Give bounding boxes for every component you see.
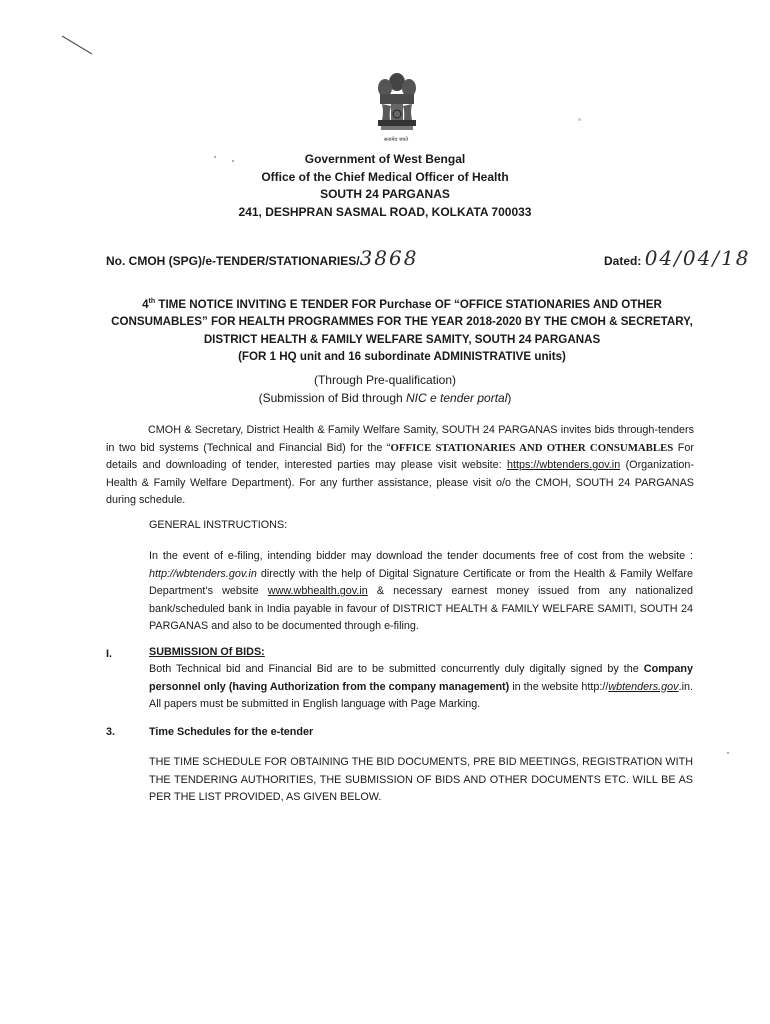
general-instructions-heading: GENERAL INSTRUCTIONS:	[149, 519, 288, 531]
general-text-3: & necessary earnest money issued from any nationalized bank/scheduled bank in India payable in favour of DISTRICT HEALTH & FAMILY WELFARE SAMITI, SOUTH 24 PARGANAS and also to be documented through e-filing.	[149, 585, 693, 633]
subtitle-close: )	[507, 390, 512, 405]
scan-speck	[232, 160, 234, 162]
section-1-text-2: in the website http://	[509, 680, 609, 693]
title-ordinal: 4	[142, 297, 149, 311]
intro-paragraph	[106, 422, 694, 510]
title-line-4: (FOR 1 HQ unit and 16 subordinate ADMINISTRATIVE units)	[238, 350, 566, 364]
subtitle-line-2	[0, 390, 770, 408]
section-1-paragraph	[149, 661, 693, 714]
reference-number	[106, 246, 418, 270]
government-line: Government of West Bengal	[304, 152, 466, 166]
scan-mark	[60, 34, 94, 56]
office-line: Office of the Chief Medical Officer of Health	[261, 169, 509, 184]
portal-name: NIC e tender portal	[406, 390, 508, 405]
title-ordinal-suffix: th	[148, 298, 156, 305]
handwritten-number: 3868	[359, 246, 419, 270]
general-text-2: directly with the help of Digital Signature Certificate or from the Health & Family Welfare Department’s website	[149, 567, 693, 598]
notice-subtitle	[0, 372, 770, 407]
district-line: SOUTH 24 PARGANAS	[320, 187, 450, 201]
section-1-heading	[149, 646, 265, 658]
section-1-heading-text: SUBMISSION Of BIDS:	[149, 646, 265, 658]
date-block	[604, 246, 751, 270]
handwritten-date: 04/04/18	[644, 246, 751, 270]
reference-label: No. CMOH (SPG)/e-TENDER/STATIONARIES/	[106, 254, 360, 268]
scan-speck	[578, 118, 581, 121]
title-line-2: CONSUMABLES” FOR HEALTH PROGRAMMES FOR THE YEAR 2018-2020 BY THE CMOH & SECRETARY,	[111, 315, 693, 329]
section-1-number: I.	[106, 648, 112, 660]
scan-speck	[727, 752, 729, 754]
scan-speck	[214, 156, 216, 158]
address-line: 241, DESHPRAN SASMAL ROAD, KOLKATA 700033	[238, 204, 532, 219]
dated-label: Dated:	[604, 254, 642, 268]
section-1-link[interactable]: wbtenders.gov	[608, 680, 679, 693]
subtitle-line-1: (Through Pre-qualification)	[313, 373, 457, 387]
title-line-3: DISTRICT HEALTH & FAMILY WELFARE SAMITY, SOUTH 24 PARGANAS	[203, 332, 601, 346]
wbtenders-link[interactable]: https://wbtenders.gov.in	[506, 459, 621, 472]
section-1-text-1: Both Technical bid and Financial Bid are to be submitted concurrently duly digitally signed by the	[149, 663, 644, 675]
section-3-number: 3.	[106, 726, 116, 738]
intro-item-name: OFFICE STATIONARIES AND OTHER CONSUMABLES	[390, 441, 674, 454]
wbtenders-url: http://wbtenders.gov.in	[149, 567, 257, 580]
intro-text-2: For details and downloading of tender, interested parties may please visit website:	[106, 441, 694, 472]
title-line-1: TIME NOTICE INVITING E TENDER FOR Purchase OF “OFFICE STATIONARIES AND OTHER	[155, 297, 662, 311]
section-3-heading: Time Schedules for the e-tender	[149, 726, 314, 738]
general-text-1: In the event of e-filing, intending bidder may download the tender documents free of cost from the website :	[149, 550, 693, 562]
subtitle-text: (Submission of Bid through	[258, 390, 407, 405]
section-3-paragraph: THE TIME SCHEDULE FOR OBTAINING THE BID DOCUMENTS, PRE BID MEETINGS, REGISTRATION WITH THE TENDERING AUTHORITIES, THE SUBMISSION OF BIDS AND OTHER DOCUMENTS ETC. WILL BE AS PER THE LIST PROVIDED, AS GIVEN BELOW.	[149, 756, 693, 804]
intro-text-3: (Organization-Health & Family Welfare Department). For any further assistance, please visit o/o the CMOH, SOUTH 24 PARGANAS during schedule.	[106, 459, 694, 507]
office-header	[0, 151, 770, 221]
emblem-caption: सत्यमेव जयते	[383, 137, 409, 143]
notice-title	[96, 293, 708, 366]
general-instructions-paragraph	[149, 548, 693, 636]
wbhealth-link[interactable]: www.wbhealth.gov.in	[267, 585, 368, 598]
section-1-bold: Company personnel only (having Authorization from the company management)	[149, 663, 693, 693]
section-1-text-3: .in. All papers must be submitted in English language with Page Marking.	[149, 680, 693, 711]
intro-text-1: CMOH & Secretary, District Health & Family Welfare Samity, SOUTH 24 PARGANAS invites bids through-tenders in two bid systems (Technical and Financial Bid) for the “	[106, 424, 694, 454]
